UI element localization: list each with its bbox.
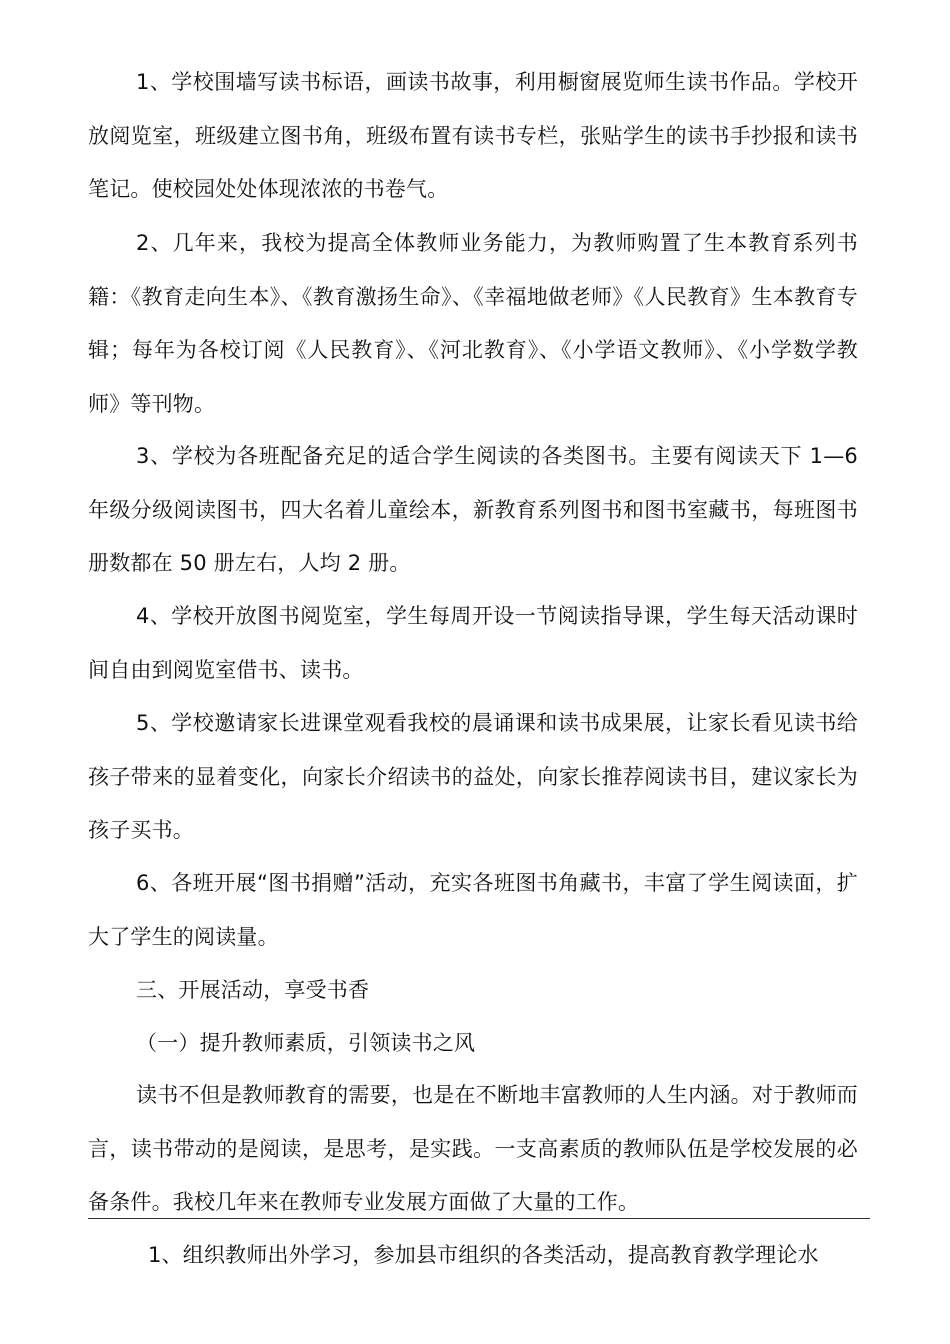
paragraph-7: 读书不但是教师教育的需要，也是在不断地丰富教师的人生内涵。对于教师而言，读书带动的是阅读，是思考，是实践。一支高素质的教师队伍是学校发展的必备条件。我校几年来在教师专业发展方面做了大量的工作。 (88, 1083, 858, 1214)
page-divider (88, 1218, 870, 1219)
paragraph-2: 2、几年来，我校为提高全体教师业务能力，为教师购置了生本教育系列书籍：《教育走向生本》、《教育激扬生命》、《幸福地做老师》《人民教育》生本教育专辑；每年为各校订阅《人民教育》、《河北教育》、《小学语文教师》、《小学数学教师》等刊物。 (88, 231, 858, 416)
paragraph-5: 5、学校邀请家长进课堂观看我校的晨诵课和读书成果展，让家长看见读书给孩子带来的显着变化，向家长介绍读书的益处，向家长推荐阅读书目，建议家长为孩子买书。 (88, 711, 858, 842)
paragraph-8: 1、组织教师出外学习，参加县市组织的各类活动，提高教育教学理论水 (148, 1243, 819, 1267)
section-heading: 三、开展活动，享受书香 (136, 978, 370, 1002)
paragraph-1: 1、学校围墙写读书标语，画读书故事，利用橱窗展览师生读书作品。学校开放阅览室，班级建立图书角，班级布置有读书专栏，张贴学生的读书手抄报和读书笔记。使校园处处体现浓浓的书卷气。 (88, 70, 858, 201)
paragraph-6: 6、各班开展“图书捐赠”活动，充实各班图书角藏书，丰富了学生阅读面，扩大了学生的阅读量。 (88, 871, 858, 949)
paragraph-3: 3、学校为各班配备充足的适合学生阅读的各类图书。主要有阅读天下 1—6 年级分级阅读图书，四大名着儿童绘本，新教育系列图书和图书室藏书，每班图书册数都在 50 册左右，人均 2 册。 (88, 444, 858, 575)
paragraph-4: 4、学校开放图书阅览室，学生每周开设一节阅读指导课，学生每天活动课时间自由到阅览室借书、读书。 (88, 604, 858, 682)
sub-heading: （一）提升教师素质，引领读书之风 (136, 1031, 476, 1055)
